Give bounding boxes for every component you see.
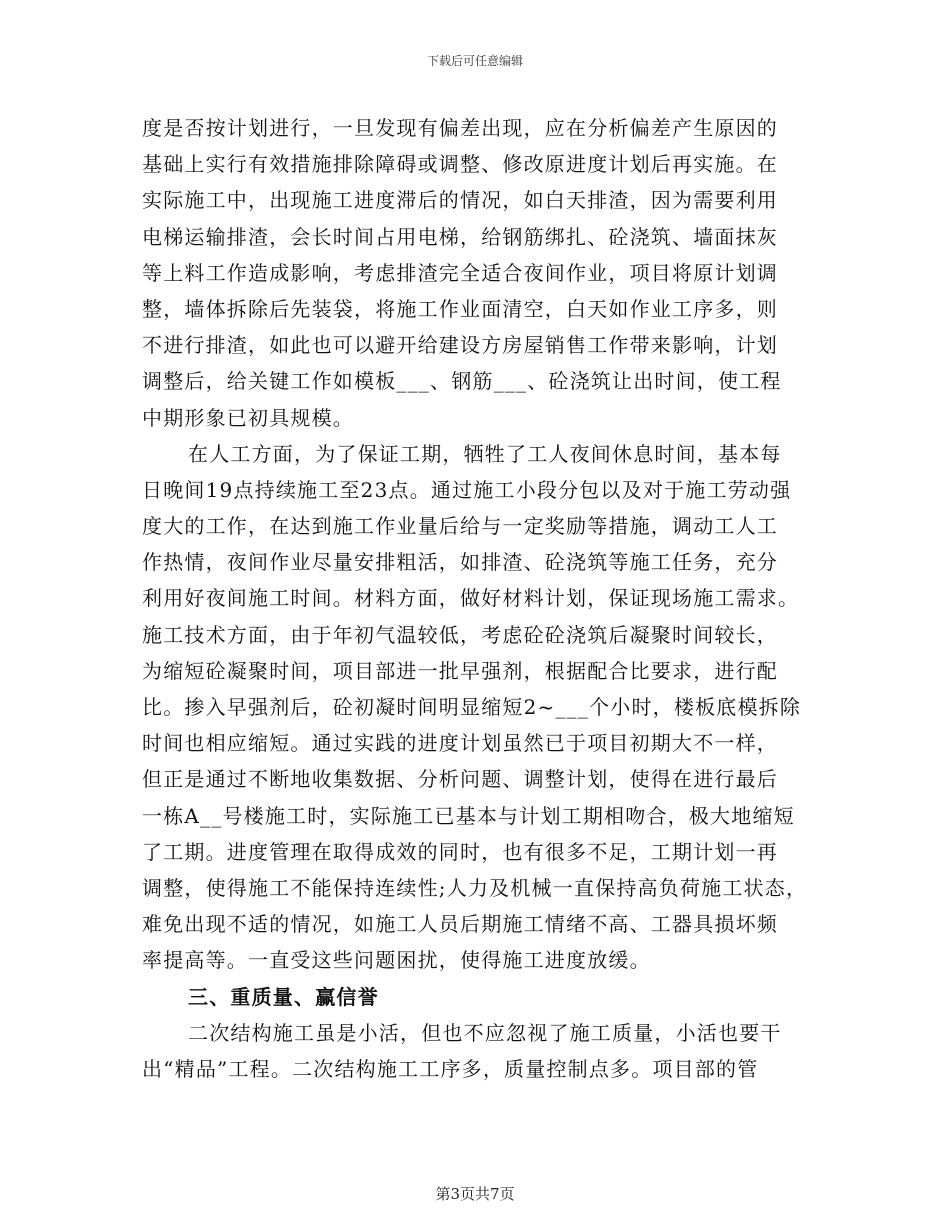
paragraph-line: 为缩短砼凝聚时间，项目部进一批早强剂，根据配合比要求，进行配 xyxy=(142,658,778,683)
paragraph-line: 日晚间19点持续施工至23点。通过施工小段分包以及对于施工劳动强 xyxy=(142,477,792,502)
paragraph-line: 基础上实行有效措施排除障碍或调整、修改原进度计划后再实施。在 xyxy=(142,152,778,177)
paragraph-line: 中期形象已初具规模。 xyxy=(142,405,354,430)
paragraph-line: 一栋A__号楼施工时，实际施工已基本与计划工期相吻合，极大地缩短 xyxy=(142,803,795,828)
paragraph-line: 利用好夜间施工时间。材料方面，做好材料计划，保证现场施工需求。 xyxy=(142,586,800,611)
paragraph-line: 但正是通过不断地收集数据、分析问题、调整计划，使得在进行最后 xyxy=(142,767,778,792)
paragraph-line: 施工技术方面，由于年初气温较低，考虑砼砼浇筑后凝聚时间较长， xyxy=(142,622,778,647)
paragraph-line: 电梯运输排渣，会长时间占用电梯，给钢筋绑扎、砼浇筑、墙面抹灰 xyxy=(142,224,778,249)
paragraph-line: 在人工方面，为了保证工期，牺牲了工人夜间休息时间，基本每 xyxy=(188,441,782,466)
paragraph-line: 实际施工中，出现施工进度滞后的情况，如白天排渣，因为需要利用 xyxy=(142,188,778,213)
document-body xyxy=(142,110,814,1087)
paragraph-line: 时间也相应缩短。通过实践的进度计划虽然已于项目初期大不一样， xyxy=(142,731,778,756)
section-heading: 三、重质量、赢信誉 xyxy=(188,984,379,1009)
paragraph-line: 调整后，给关键工作如模板___、钢筋___、砼浇筑让出时间，使工程 xyxy=(142,369,782,394)
paragraph-line: 出“精品”工程。二次结构施工工序多，质量控制点多。项目部的管 xyxy=(142,1056,759,1081)
paragraph-line: 二次结构施工虽是小活，但也不应忽视了施工质量，小活也要干 xyxy=(188,1020,782,1045)
paragraph-line: 等上料工作造成影响，考虑排渣完全适合夜间作业，项目将原计划调 xyxy=(142,260,778,285)
paragraph-line: 率提高等。一直受这些问题困扰，使得施工进度放缓。 xyxy=(142,948,651,973)
paragraph-line: 调整，使得施工不能保持连续性;人力及机械一直保持高负荷施工状态， xyxy=(142,875,808,900)
paragraph-line: 作热情，夜间作业尽量安排粗活，如排渣、砼浇筑等施工任务，充分 xyxy=(142,550,778,575)
paragraph-line: 难免出现不适的情况，如施工人员后期施工情绪不高、工器具损坏频 xyxy=(142,912,778,937)
paragraph-line: 整，墙体拆除后先装袋，将施工作业面清空，白天如作业工序多，则 xyxy=(142,296,778,321)
page-header: 下载后可任意编辑 xyxy=(426,54,523,68)
paragraph-line: 比。掺入早强剂后，砼初凝时间明显缩短2~___个小时，楼板底模拆除 xyxy=(142,695,802,719)
paragraph-line: 度大的工作，在达到施工作业量后给与一定奖励等措施，调动工人工 xyxy=(142,514,778,539)
paragraph-line: 不进行排渣，如此也可以避开给建设方房屋销售工作带来影响，计划 xyxy=(142,333,778,358)
paragraph-line: 了工期。进度管理在取得成效的同时，也有很多不足，工期计划一再 xyxy=(142,839,778,864)
paragraph-line: 度是否按计划进行，一旦发现有偏差出现，应在分析偏差产生原因的 xyxy=(142,116,778,140)
page-number: 第3页共7页 xyxy=(435,1185,515,1203)
